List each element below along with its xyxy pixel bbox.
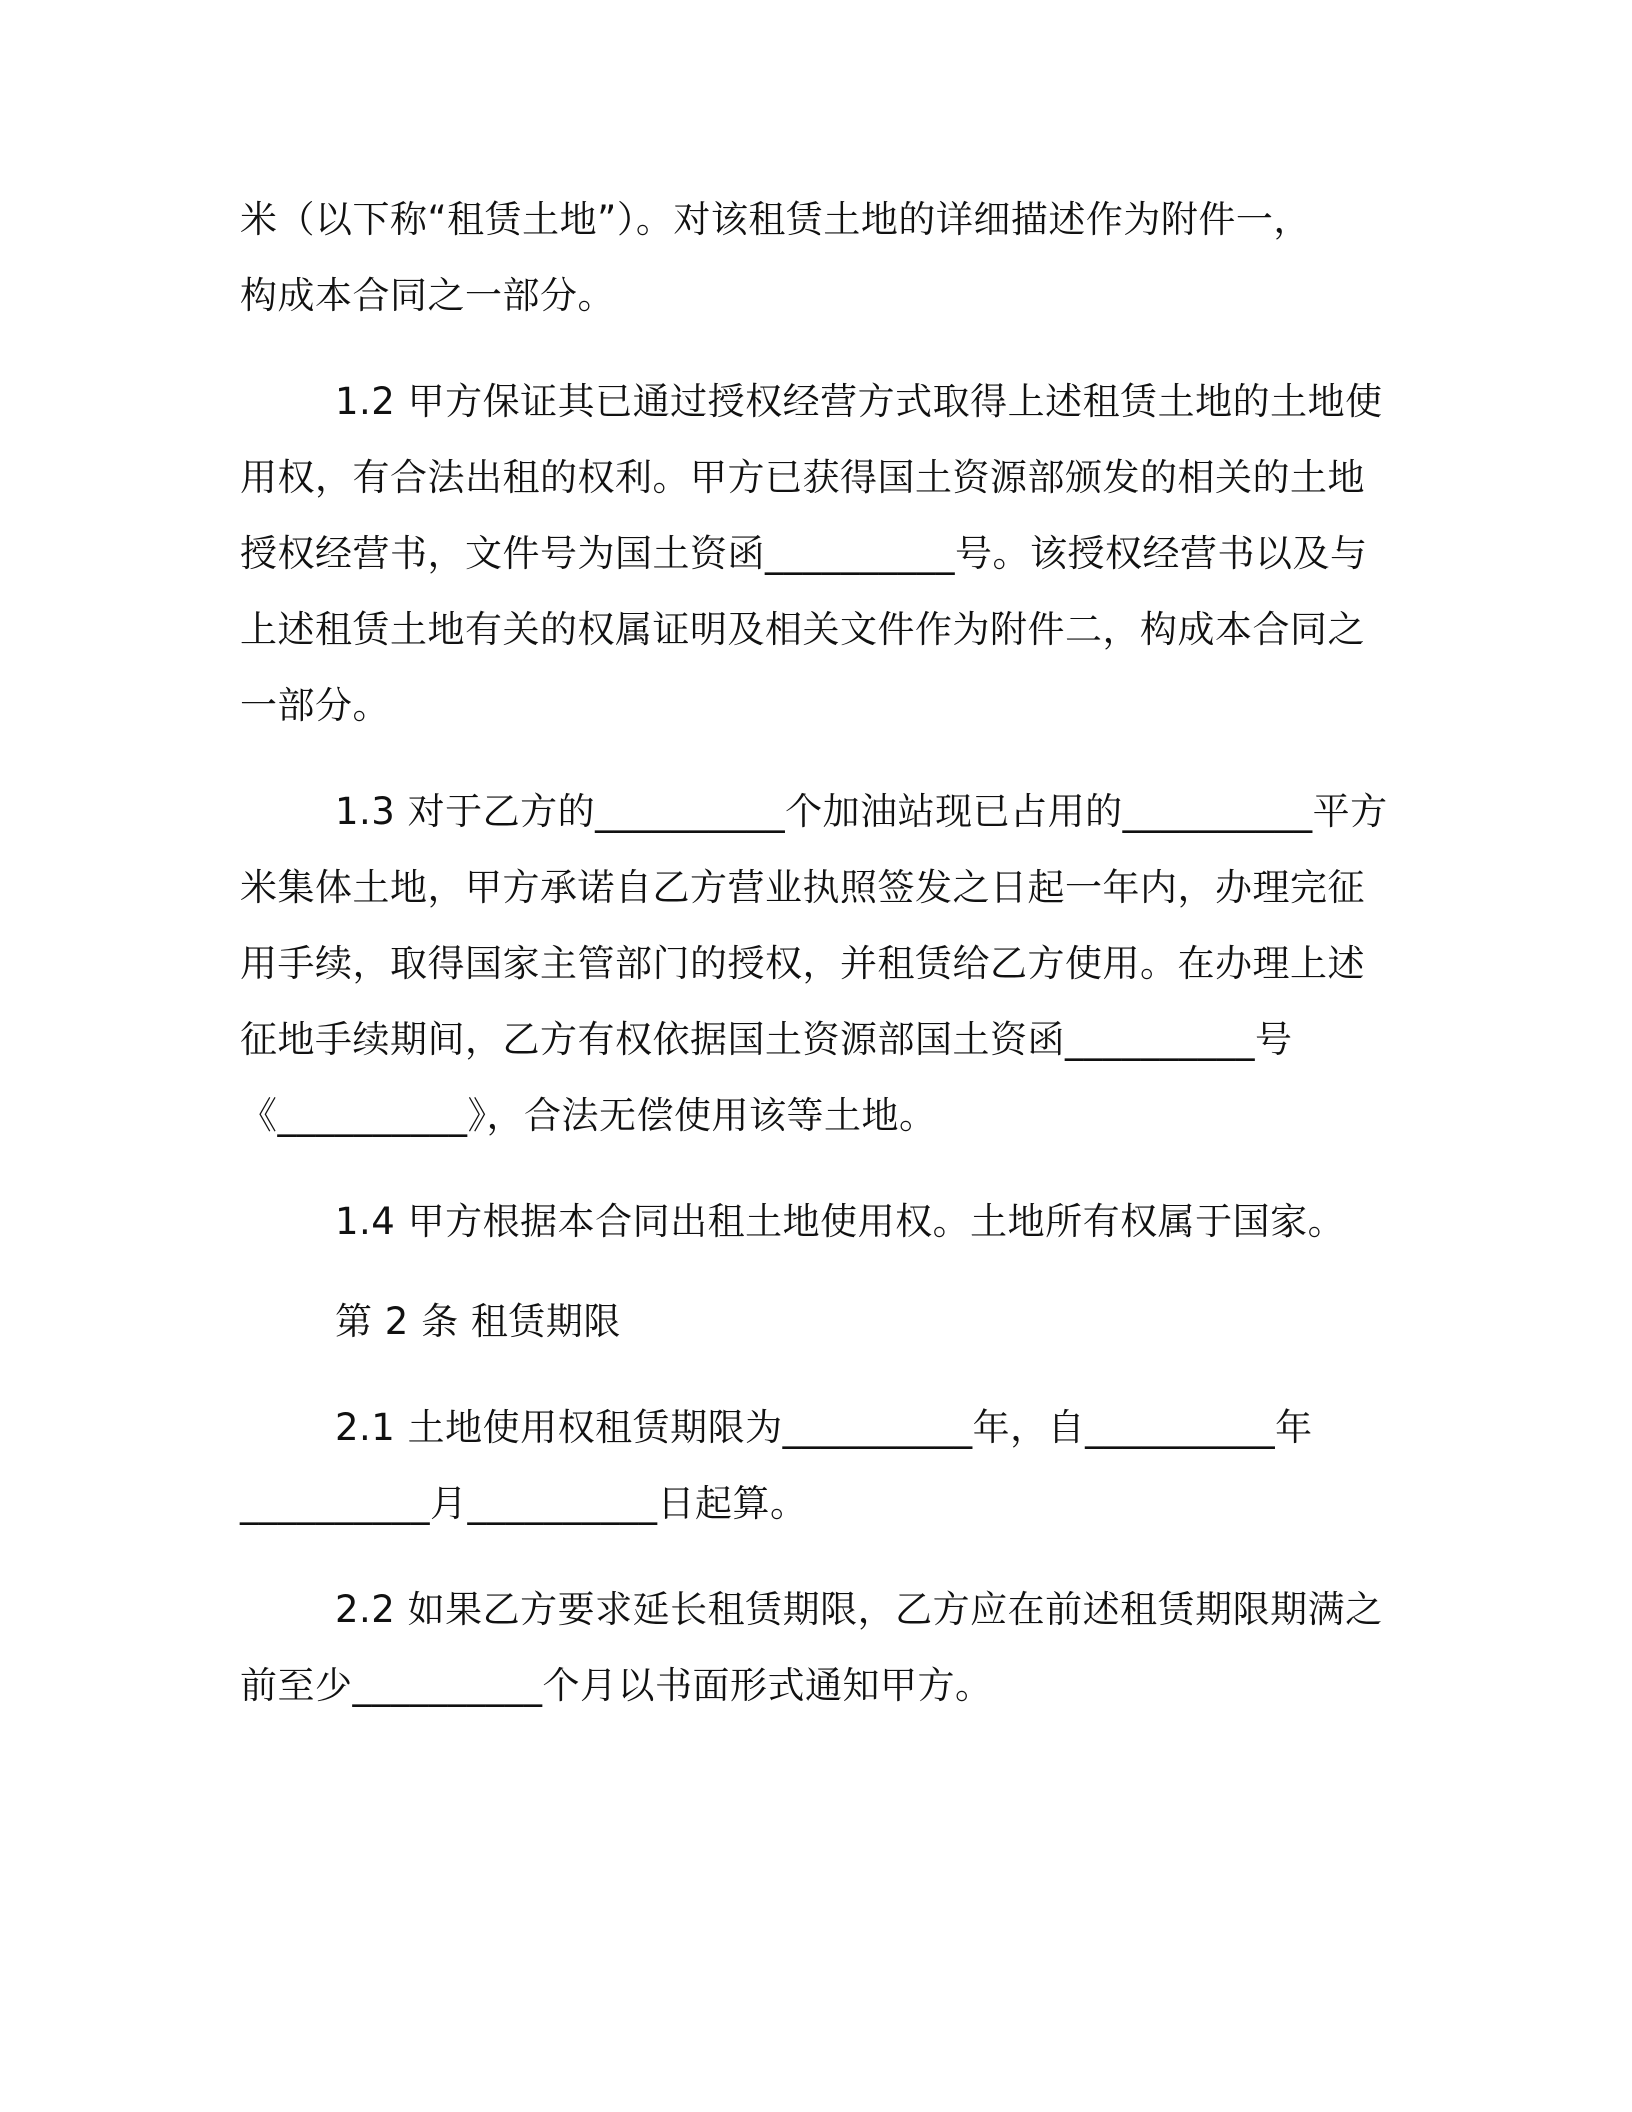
paragraph-line: 1.2 甲方保证其已通过授权经营方式取得上述租赁土地的土地使	[335, 380, 1383, 423]
paragraph-line: 前至少__________个月以书面形式通知甲方。	[240, 1664, 993, 1707]
paragraph-line: 1.4 甲方根据本合同出租土地使用权。土地所有权属于国家。	[335, 1200, 1346, 1243]
paragraph-line: 用权，有合法出租的权利。甲方已获得国土资源部颁发的相关的土地	[240, 456, 1365, 499]
paragraph-line: 用手续，取得国家主管部门的授权，并租赁给乙方使用。在办理上述	[240, 942, 1365, 985]
paragraph-line: 征地手续期间，乙方有权依据国土资源部国土资函__________号	[240, 1018, 1293, 1061]
paragraph-line: 《__________》，合法无偿使用该等土地。	[240, 1094, 937, 1137]
paragraph-line: 米（以下称“租赁土地”）。对该租赁土地的详细描述作为附件一，	[240, 198, 1311, 241]
paragraph-line: __________月__________日起算。	[240, 1482, 808, 1525]
paragraph-line: 2.2 如果乙方要求延长租赁期限，乙方应在前述租赁期限期满之	[335, 1588, 1383, 1631]
paragraph-line: 1.3 对于乙方的__________个加油站现已占用的__________平方	[335, 790, 1388, 833]
section-heading: 第 2 条 租赁期限	[335, 1300, 621, 1343]
paragraph-line: 授权经营书，文件号为国土资函__________号。该授权经营书以及与	[240, 532, 1368, 575]
paragraph-line: 米集体土地，甲方承诺自乙方营业执照签发之日起一年内，办理完征	[240, 866, 1365, 909]
paragraph-line: 上述租赁土地有关的权属证明及相关文件作为附件二，构成本合同之	[240, 608, 1365, 651]
paragraph-line: 一部分。	[240, 684, 390, 727]
paragraph-line: 2.1 土地使用权租赁期限为__________年，自__________年	[335, 1406, 1313, 1449]
paragraph-line: 构成本合同之一部分。	[240, 274, 615, 317]
